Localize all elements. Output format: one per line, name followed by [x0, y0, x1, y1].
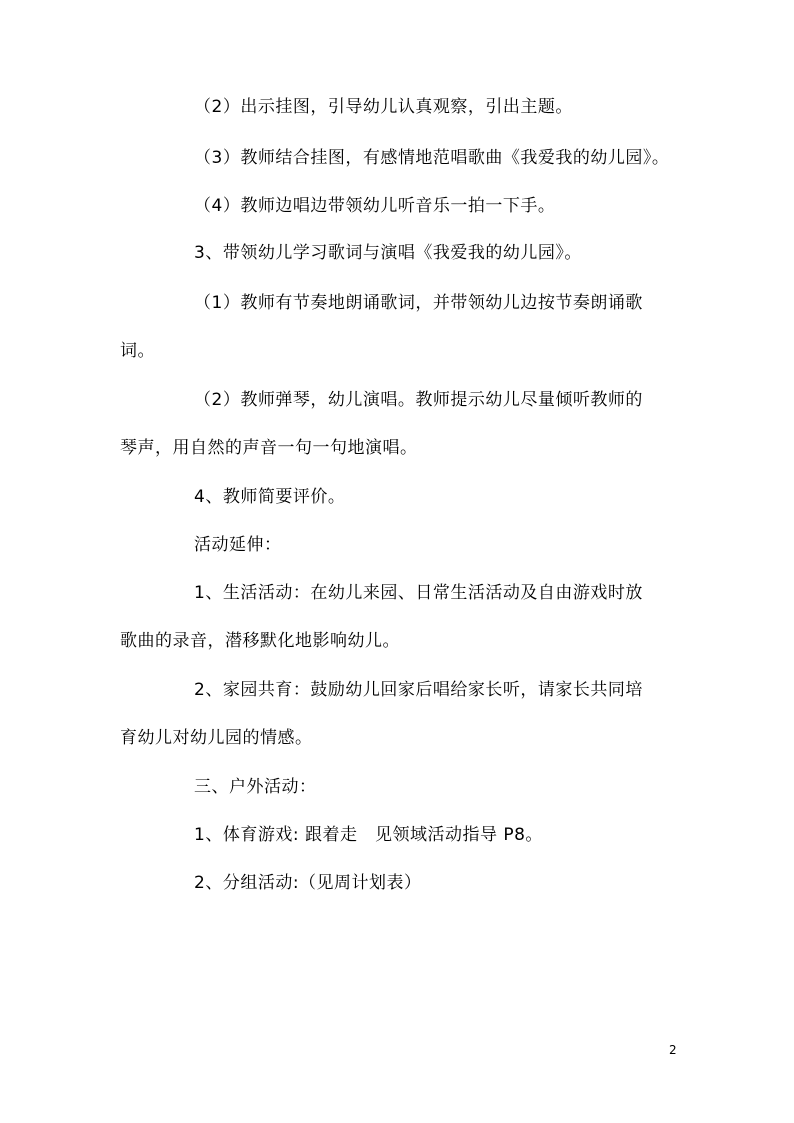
- paragraph-line: 2、分组活动:（见周计划表）: [194, 873, 422, 893]
- page-number: 2: [669, 1043, 677, 1057]
- section-heading: 3、带领幼儿学习歌词与演唱《我爱我的幼儿园》。: [194, 243, 582, 263]
- section-heading: 4、教师简要评价。: [194, 487, 346, 507]
- paragraph-line: 2、家园共育：鼓励幼儿回家后唱给家长听，请家长共同培: [194, 680, 643, 700]
- paragraph-line: 歌曲的录音，潜移默化地影响幼儿。: [120, 631, 400, 651]
- paragraph-line: （2）教师弹琴，幼儿演唱。教师提示幼儿尽量倾听教师的: [194, 390, 643, 410]
- paragraph-line: 1、体育游戏: 跟着走 见领域活动指导 P8。: [194, 825, 543, 845]
- paragraph-line: （2）出示挂图，引导幼儿认真观察，引出主题。: [194, 97, 573, 117]
- paragraph-line: 1、生活活动：在幼儿来园、日常生活活动及自由游戏时放: [194, 583, 643, 603]
- paragraph-line: （1）教师有节奏地朗诵歌词，并带领幼儿边按节奏朗诵歌: [194, 293, 643, 313]
- paragraph-line: （3）教师结合挂图，有感情地范唱歌曲《我爱我的幼儿园》。: [194, 148, 670, 168]
- paragraph-line: 育幼儿对幼儿园的情感。: [120, 728, 313, 748]
- paragraph-line: （4）教师边唱边带领幼儿听音乐一拍一下手。: [194, 196, 556, 216]
- paragraph-line: 琴声，用自然的声音一句一句地演唱。: [120, 438, 418, 458]
- section-heading: 活动延伸：: [194, 535, 282, 555]
- section-heading: 三、户外活动：: [194, 777, 317, 797]
- paragraph-line: 词。: [120, 341, 155, 361]
